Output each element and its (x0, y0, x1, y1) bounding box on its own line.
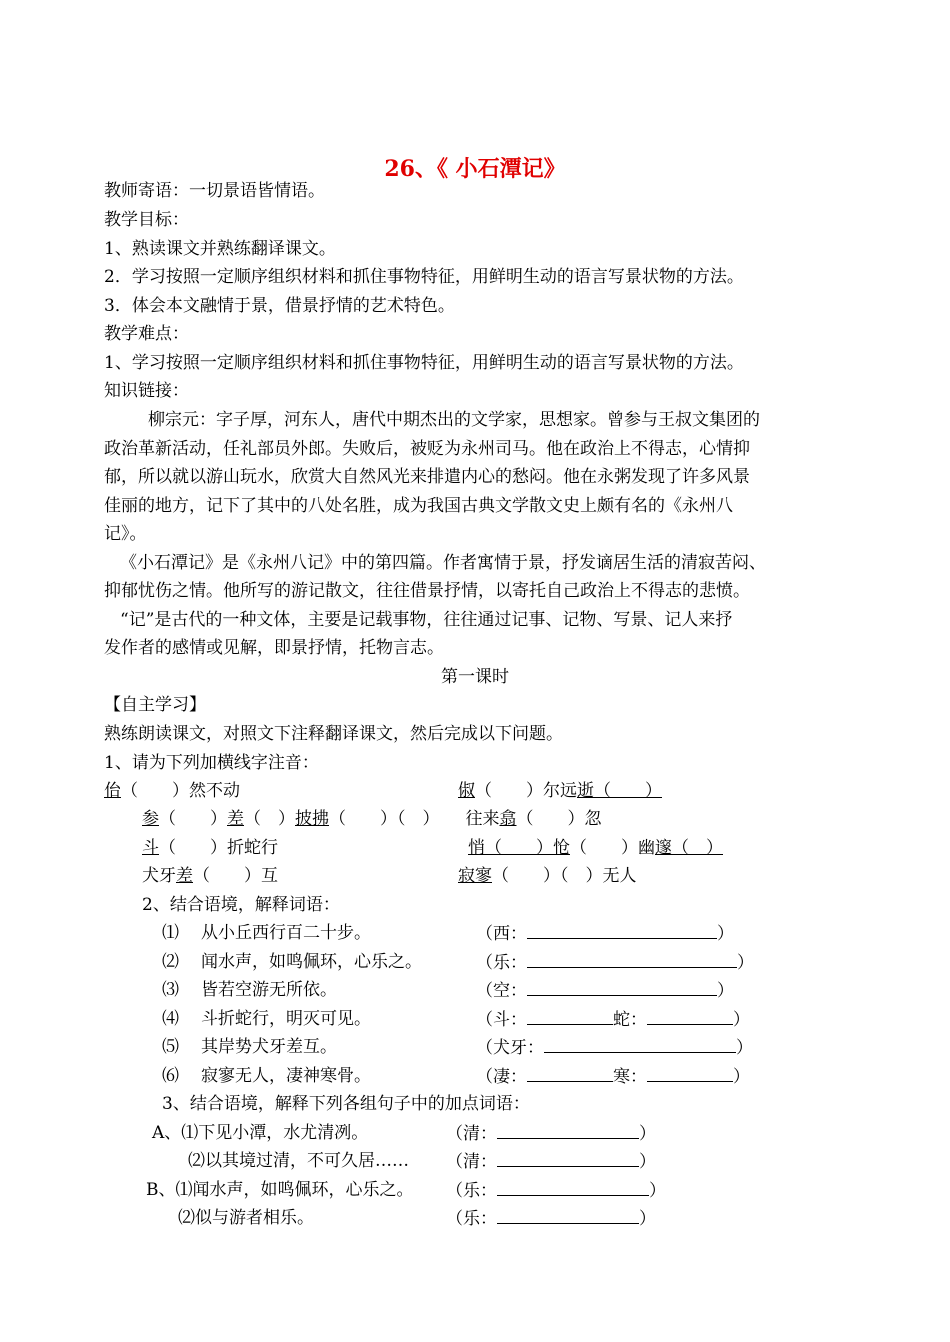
bio-line: 柳宗元：字子厚，河东人，唐代中期杰出的文学家，思想家。曾参与王叔文集团的 (148, 410, 760, 430)
page-title: 26、《 小石潭记》 (384, 156, 566, 182)
answer-blank[interactable]: （ ） (570, 838, 638, 858)
pinyin-target: 俶 (458, 781, 475, 801)
q2-answer[interactable]: （犬牙： ） (476, 1038, 753, 1058)
pinyin-target: 差 (227, 809, 244, 829)
pinyin-target[interactable]: 逝（ ） (577, 781, 662, 801)
genre-line: 发作者的感情或见解，即景抒情，托物言志。 (104, 638, 444, 658)
bio-line: 政治革新活动，任礼部员外郎。失败后，被贬为永州司马。他在政治上不得志，心情抑 (104, 439, 750, 459)
q3-item: ⑵以其境过清，不可久居…… (188, 1151, 409, 1171)
answer-blank[interactable]: （ ） (159, 838, 227, 858)
pinyin-target[interactable]: 悄（ ） (468, 838, 553, 858)
answer-blank[interactable]: （ ） (193, 866, 261, 886)
pinyin-target: 翕 (499, 809, 517, 829)
goal-item: 1、熟读课文并熟练翻译课文。 (104, 239, 336, 259)
q2-item: ⑴ 从小丘西行百二十步。 (162, 923, 371, 943)
q2-answer[interactable]: （斗： 蛇： ） (476, 1010, 750, 1030)
pinyin-target: 披拂 (295, 809, 329, 829)
q3-answer[interactable]: （清： ） (446, 1124, 656, 1144)
q2-heading: 2、结合语境，解释词语： (142, 895, 340, 915)
q2-item: ⑵ 闻水声，如鸣佩环，心乐之。 (162, 952, 422, 972)
pinyin-target: 参 (142, 809, 159, 829)
q2-answer[interactable]: （空： ） (476, 981, 734, 1001)
q1-row: 犬牙差（ ）互 (142, 866, 278, 886)
intro-line: 《小石潭记》是《永州八记》中的第四篇。作者寓情于景，抒发谪居生活的清寂苦闷、 (120, 553, 766, 573)
difficulty-heading: 教学难点： (104, 324, 189, 344)
pinyin-target: 寂寥 (458, 866, 492, 886)
self-study-heading: 【自主学习】 (104, 695, 206, 715)
q2-item: ⑶ 皆若空游无所依。 (162, 980, 337, 1000)
q1-row: 参（ ）差（ ）披拂（ ）（ ） 往来翕（ ）忽 (142, 809, 602, 829)
q2-item: ⑷ 斗折蛇行，明灭可见。 (162, 1009, 371, 1029)
answer-blank[interactable]: （ ） (159, 809, 227, 829)
q2-answer[interactable]: （凄： 寒： ） (476, 1067, 750, 1087)
answer-blank[interactable]: （ ） (121, 781, 189, 801)
goal-item: 2．学习按照一定顺序组织材料和抓住事物特征，用鲜明生动的语言写景状物的方法。 (104, 267, 744, 287)
q3-item: A、⑴下见小潭，水尤清冽。 (152, 1123, 369, 1143)
answer-blank[interactable]: （ ）（ ） (329, 809, 440, 829)
q2-item: ⑸ 其岸势犬牙差互。 (162, 1037, 337, 1057)
pinyin-target: 差 (176, 866, 193, 886)
q1-row: 寂寥（ ）（ ）无人 (458, 866, 637, 886)
teacher-note: 教师寄语：一切景语皆情语。 (104, 181, 325, 201)
pinyin-target: 佁 (104, 781, 121, 801)
pinyin-target: 斗 (142, 838, 159, 858)
pinyin-target: 怆 (553, 838, 570, 858)
bio-line: 记》。 (104, 524, 147, 544)
q3-answer[interactable]: （乐： ） (446, 1209, 656, 1229)
q3-answer[interactable]: （乐： ） (446, 1181, 666, 1201)
genre-line: “记”是古代的一种文体，主要是记载事物，往往通过记事、记物、写景、记人来抒 (120, 610, 733, 630)
q1-heading: 1、请为下列加横线字注音： (104, 753, 319, 773)
bio-line: 郁，所以就以游山玩水，欣赏大自然风光来排遣内心的愁闷。他在永粥发现了许多风景 (104, 467, 750, 487)
q3-heading: 3、结合语境，解释下列各组句子中的加点词语： (162, 1094, 530, 1114)
bio-line: 佳丽的地方，记下了其中的八处名胜，成为我国古典文学散文史上颇有名的《永州八 (104, 496, 733, 516)
q1-row: 斗（ ）折蛇行 (142, 838, 278, 858)
lesson-title: 第一课时 (441, 667, 509, 687)
goal-item: 3．体会本文融情于景，借景抒情的艺术特色。 (104, 296, 455, 316)
difficulty-item: 1、学习按照一定顺序组织材料和抓住事物特征，用鲜明生动的语言写景状物的方法。 (104, 353, 744, 373)
intro-line: 抑郁忧伤之情。他所写的游记散文，往往借景抒情，以寄托自己政治上不得志的悲愤。 (104, 581, 750, 601)
q2-item: ⑹ 寂寥无人，凄神寒骨。 (162, 1066, 371, 1086)
goals-heading: 教学目标： (104, 210, 189, 230)
q1-row: 俶（ ）尔远逝（ ） (458, 781, 662, 801)
answer-blank[interactable]: （ ）（ ） (492, 866, 603, 886)
q3-item: B、⑴闻水声，如鸣佩环，心乐之。 (146, 1180, 414, 1200)
q2-answer[interactable]: （西： ） (476, 924, 734, 944)
q2-answer[interactable]: （乐： ） (476, 953, 754, 973)
knowledge-heading: 知识链接： (104, 381, 189, 401)
answer-blank[interactable]: （ ） (516, 809, 585, 829)
self-study-instruction: 熟练朗读课文，对照文下注释翻译课文，然后完成以下问题。 (104, 724, 563, 744)
q1-row: 佁（ ）然不动 (104, 781, 240, 801)
q1-row: 悄（ ）怆（ ）幽邃（ ） (468, 838, 723, 858)
pinyin-target[interactable]: 邃（ ） (655, 838, 723, 858)
q3-answer[interactable]: （清： ） (446, 1152, 656, 1172)
q3-item: ⑵似与游者相乐。 (178, 1208, 314, 1228)
answer-blank[interactable]: （ ） (244, 809, 295, 829)
answer-blank[interactable]: （ ） (475, 781, 543, 801)
